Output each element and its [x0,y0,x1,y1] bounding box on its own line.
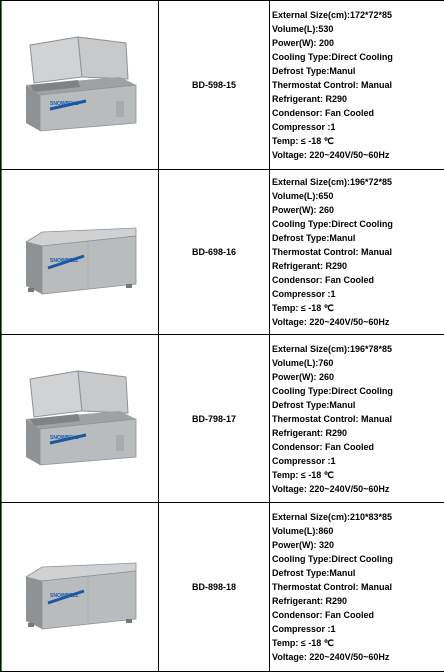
spec-line: Defrost Type:Manul [272,399,356,410]
spec-line: Temp: ≤ -18 ℃ [272,302,334,313]
product-image-cell [1,334,159,503]
spec-list [270,1,444,170]
spec-line: Temp: ≤ -18 ℃ [272,638,334,649]
spec-line: Power(W): 320 [272,540,335,551]
spec-line: Voltage: 220~240V/50~60Hz [272,316,390,327]
spec-line: Refrigerant: R290 [272,427,348,438]
spec-line: Temp: ≤ -18 ℃ [272,469,334,480]
spec-line: Condensor: Fan Cooled [272,107,374,118]
svg-text:SNOWBELL: SNOWBELL [49,100,79,107]
product-row [1,1,444,170]
spec-line: Cooling Type:Direct Cooling [272,51,393,62]
spec-list [270,503,444,672]
product-row [1,503,444,672]
spec-line: Volume(L):860 [272,526,334,537]
spec-line: Volume(L):650 [272,190,334,201]
model-number: BD-598-15 [159,1,270,170]
freezer-image [20,369,140,469]
spec-line: External Size(cm):196*72*85 [272,176,393,187]
spec-line: Thermostat Control: Manual [272,413,393,424]
freezer-image [20,35,140,135]
spec-line: External Size(cm):210*83*85 [272,512,393,523]
spec-line: Defrost Type:Manul [272,65,356,76]
spec-line: Temp: ≤ -18 ℃ [272,135,334,146]
product-row [1,169,444,334]
model-number: BD-898-18 [159,503,270,672]
spec-line: External Size(cm):172*72*85 [272,9,393,20]
spec-line: Compressor :1 [272,288,336,299]
spec-line: Defrost Type:Manul [272,232,356,243]
svg-text:SNOWBELL: SNOWBELL [49,257,79,264]
freezer-image [20,537,140,637]
spec-line: Refrigerant: R290 [272,93,348,104]
spec-list [270,169,444,334]
spec-line: Condensor: Fan Cooled [272,274,374,285]
spec-line: Power(W): 200 [272,37,335,48]
spec-line: Voltage: 220~240V/50~60Hz [272,149,390,160]
spec-line: Thermostat Control: Manual [272,582,393,593]
spec-line: Compressor :1 [272,455,336,466]
spec-line: Defrost Type:Manul [272,568,356,579]
svg-text:SNOWBELL: SNOWBELL [49,593,79,600]
product-row [1,334,444,503]
spec-line: Refrigerant: R290 [272,596,348,607]
spec-line: Volume(L):530 [272,23,334,34]
freezer-image [20,202,140,302]
product-image-cell [1,503,159,672]
spec-line: Refrigerant: R290 [272,260,348,271]
spec-line: Cooling Type:Direct Cooling [272,554,393,565]
spec-line: Condensor: Fan Cooled [272,610,374,621]
product-image-cell [1,169,159,334]
spec-line: Power(W): 260 [272,204,335,215]
spec-line: Compressor :1 [272,121,336,132]
spec-line: Thermostat Control: Manual [272,246,393,257]
spec-line: Cooling Type:Direct Cooling [272,218,393,229]
model-number: BD-698-16 [159,169,270,334]
product-image-cell [1,1,159,170]
spec-line: Compressor :1 [272,624,336,635]
spec-line: Power(W): 260 [272,371,335,382]
spec-line: Volume(L):760 [272,357,334,368]
spec-line: Condensor: Fan Cooled [272,441,374,452]
svg-text:SNOWBELL: SNOWBELL [49,434,79,441]
spec-line: External Size(cm):196*78*85 [272,343,393,354]
spec-line: Cooling Type:Direct Cooling [272,385,393,396]
spec-list [270,334,444,503]
spec-line: Thermostat Control: Manual [272,79,393,90]
spec-line: Voltage: 220~240V/50~60Hz [272,483,390,494]
spec-line: Voltage: 220~240V/50~60Hz [272,652,390,663]
model-number: BD-798-17 [159,334,270,503]
